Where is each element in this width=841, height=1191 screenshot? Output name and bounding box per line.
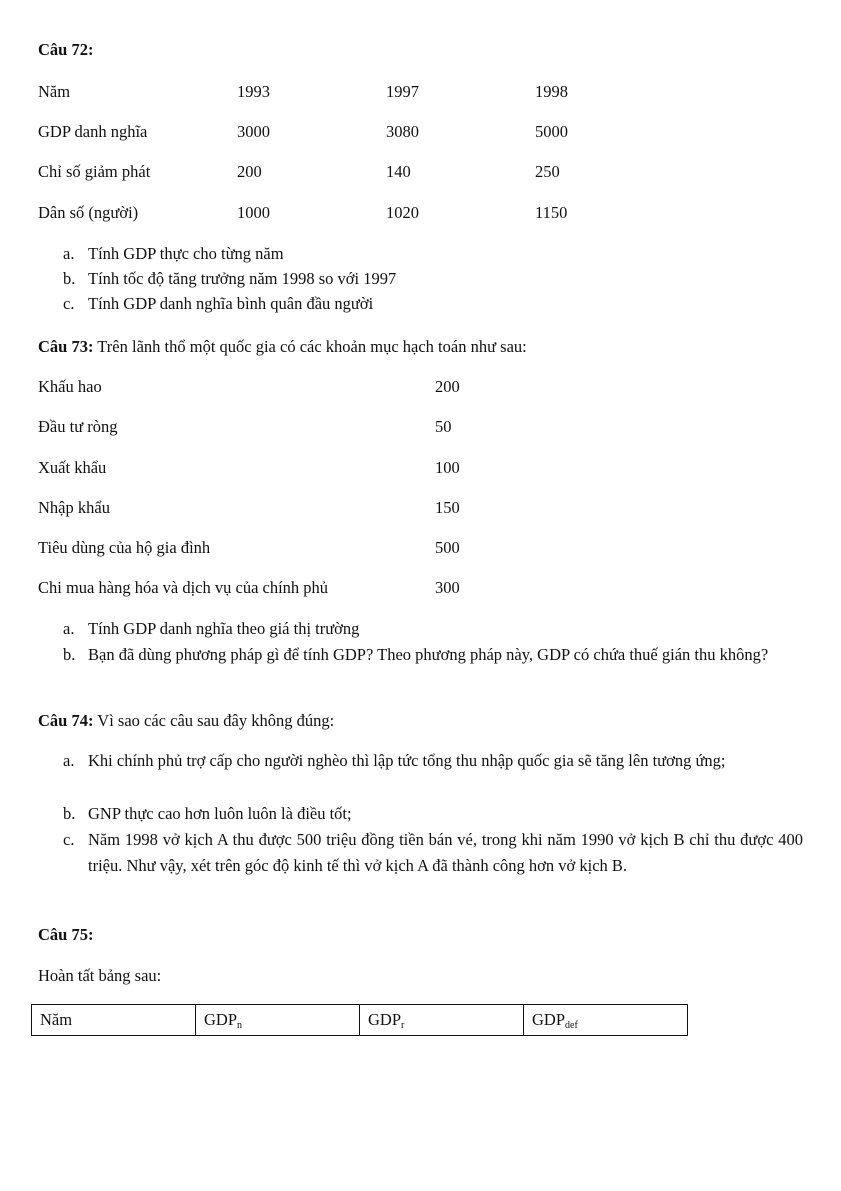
- q72-item-c: [63, 291, 803, 317]
- q72-item-b: [63, 266, 803, 292]
- list-marker: a.: [63, 751, 75, 770]
- q72-cell: Dân số (người): [38, 203, 139, 222]
- q74-label: Câu 74:: [38, 711, 94, 730]
- q75-intro: Hoàn tất bảng sau:: [38, 966, 162, 985]
- q73-cell: 50: [435, 417, 452, 436]
- q72-title: Câu 72:: [38, 40, 94, 59]
- q73-cell: Tiêu dùng của hộ gia đình: [38, 538, 211, 557]
- q73-cell: 100: [435, 458, 460, 477]
- table-header-cell: $GDP_{def}$: [524, 1005, 688, 1036]
- q74-heading: [38, 711, 334, 731]
- q72-cell: 3080: [386, 122, 419, 141]
- list-text: Bạn đã dùng phương pháp gì để tính GDP? Theo phương pháp này, GDP có chứa thuế gián thu không?: [88, 645, 769, 664]
- list-marker: b.: [63, 804, 76, 823]
- table-header-cell: $GDP_r$: [360, 1005, 524, 1036]
- q72-cell: 1000: [237, 203, 270, 222]
- table-header-cell: Năm: [32, 1005, 196, 1036]
- q72-item-a: [63, 241, 803, 267]
- list-marker: b.: [63, 645, 76, 664]
- q72-cell: Năm: [38, 82, 71, 101]
- list-text: Tính GDP thực cho từng năm: [88, 244, 284, 263]
- list-marker: a.: [63, 244, 75, 263]
- q73-cell: 500: [435, 538, 460, 557]
- q73-cell: Chi mua hàng hóa và dịch vụ của chính phủ: [38, 578, 329, 597]
- list-marker: c.: [63, 294, 75, 313]
- q72-cell: 1998: [535, 82, 568, 101]
- q72-cell: 5000: [535, 122, 568, 141]
- list-text: Tính tốc độ tăng trưởng năm 1998 so với 1997: [88, 269, 397, 288]
- q73-cell: Đầu tư ròng: [38, 417, 118, 436]
- q72-cell: 140: [386, 162, 411, 181]
- q73-intro: Trên lãnh thổ một quốc gia có các khoản mục hạch toán như sau:: [93, 337, 527, 356]
- q72-cell: 250: [535, 162, 560, 181]
- q72-cell: 1020: [386, 203, 419, 222]
- q74-intro: Vì sao các câu sau đây không đúng:: [93, 711, 335, 730]
- list-text: Tính GDP danh nghĩa theo giá thị trường: [88, 619, 360, 638]
- table-header-row: [32, 1005, 688, 1036]
- q72-cell: Chỉ số giảm phát: [38, 162, 151, 181]
- q72-cell: 1993: [237, 82, 270, 101]
- list-text: GNP thực cao hơn luôn luôn là điều tốt;: [88, 804, 352, 823]
- list-marker: b.: [63, 269, 76, 288]
- q72-cell: GDP danh nghĩa: [38, 122, 148, 141]
- q73-label: Câu 73:: [38, 337, 94, 356]
- list-text: Tính GDP danh nghĩa bình quân đầu người: [88, 294, 374, 313]
- q72-cell: 3000: [237, 122, 270, 141]
- q73-cell: Khấu hao: [38, 377, 102, 396]
- list-marker: c.: [63, 830, 75, 849]
- q73-heading: [38, 337, 527, 357]
- list-marker: a.: [63, 619, 75, 638]
- q72-cell: 1150: [535, 203, 568, 222]
- q74-item-c: [63, 827, 803, 879]
- table-header-cell: $GDP_n$: [196, 1005, 360, 1036]
- q73-cell: 300: [435, 578, 460, 597]
- q73-cell: 150: [435, 498, 460, 517]
- list-text: Khi chính phủ trợ cấp cho người nghèo thì lập tức tổng thu nhập quốc gia sẽ tăng lên tương ứng;: [88, 751, 726, 770]
- q75-table: [31, 1004, 688, 1036]
- q72-cell: 1997: [386, 82, 419, 101]
- q74-item-b: [63, 801, 803, 827]
- q73-item-b: [63, 642, 803, 668]
- q73-cell: Nhập khẩu: [38, 498, 110, 517]
- q73-item-a: [63, 616, 803, 642]
- list-text: Năm 1998 vở kịch A thu được 500 triệu đồng tiền bán vé, trong khi năm 1990 vở kịch B chỉ thu được 400 triệu. Như vậy, xét trên góc độ kinh tế thì vở kịch A đã thành công hơn vở kịch B.: [88, 830, 803, 875]
- q75-title: Câu 75:: [38, 925, 94, 944]
- q74-item-a: [63, 748, 803, 774]
- q72-cell: 200: [237, 162, 262, 181]
- q73-cell: 200: [435, 377, 460, 396]
- q73-cell: Xuất khẩu: [38, 458, 107, 477]
